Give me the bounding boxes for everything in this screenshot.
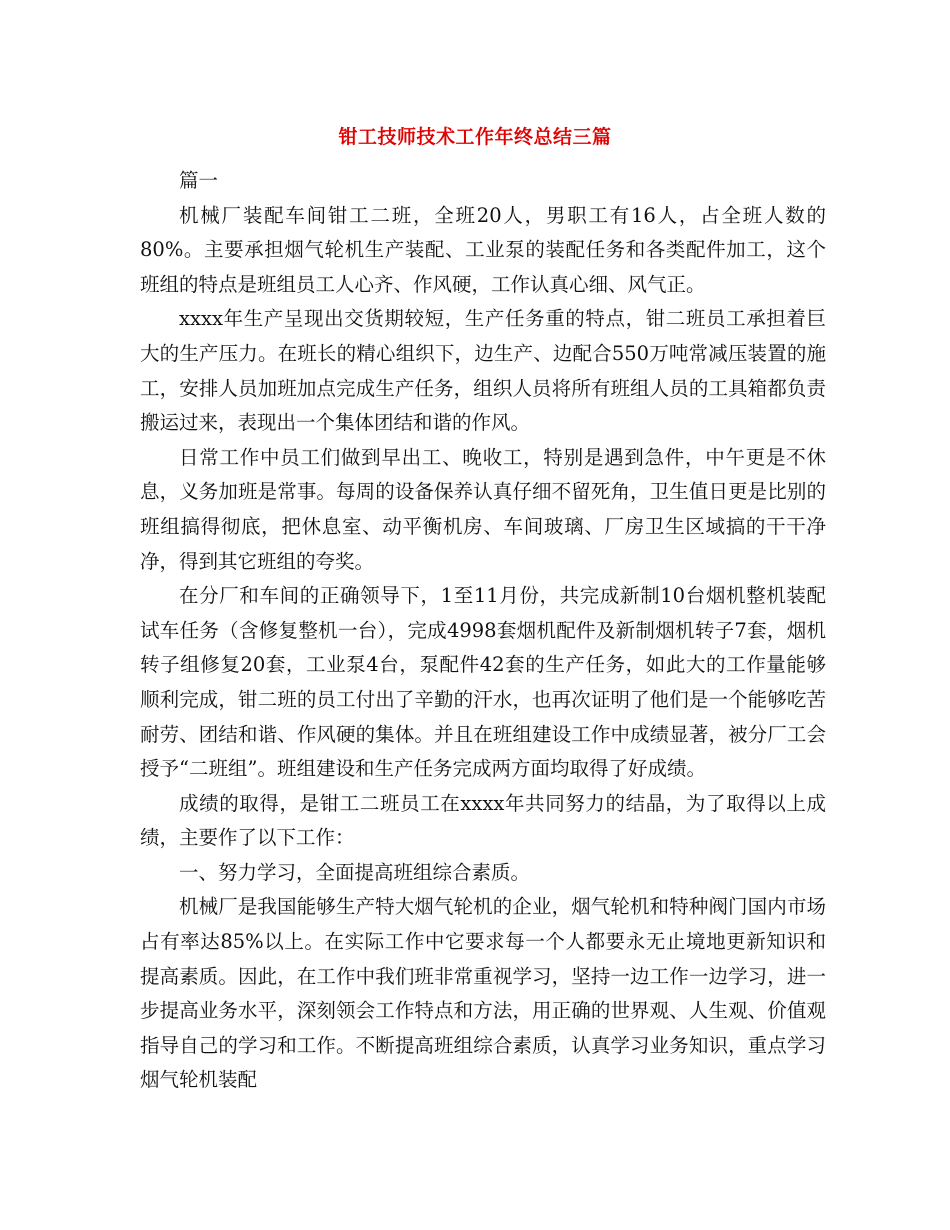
paragraph-daily-work: 日常工作中员工们做到早出工、晚收工，特别是遇到急件，中午更是不休息，义务加班是常事。每周的设备保养认真仔细不留死角，卫生值日更是比别的班组搞得彻底，把休息室、动平衡机房、车间玻璃、厂房卫生区域搞的干干净净，得到其它班组的夸奖。 — [140, 445, 826, 573]
paragraph-production-pressure: xxxx年生产呈现出交货期较短，生产任务重的特点，钳二班员工承担着巨大的生产压力。在班长的精心组织下，边生产、边配合550万吨常减压装置的施工，安排人员加班加点完成生产任务，组织人员将所有班组人员的工具箱都负责搬运过来，表现出一个集体团结和谐的作风。 — [140, 307, 826, 435]
document-title: 钳工技师技术工作年终总结三篇 — [338, 126, 612, 148]
document-body — [140, 164, 826, 1098]
subheading-study: 一、努力学习，全面提高班组综合素质。 — [179, 860, 531, 884]
section-heading-part-one: 篇一 — [179, 169, 219, 192]
paragraph-summary-intro: 成绩的取得，是钳工二班员工在xxxx年共同努力的结晶，为了取得以上成绩，主要作了以下工作： — [140, 791, 826, 850]
paragraph-study-details: 机械厂是我国能够生产特大烟气轮机的企业，烟气轮机和特种阀门国内市场占有率达85%以上。在实际工作中它要求每一个人都要永无止境地更新知识和提高素质。因此，在工作中我们班非常重视学习，坚持一边工作一边学习，进一步提高业务水平，深刻领会工作特点和方法，用正确的世界观、人生观、价值观指导自己的学习和工作。不断提高班组综合素质，认真学习业务知识，重点学习烟气轮机装配 — [140, 895, 826, 1092]
paragraph-team-overview: 机械厂装配车间钳工二班，全班20人，男职工有16人，占全班人数的80%。主要承担烟气轮机生产装配、工业泵的装配任务和各类配件加工，这个班组的特点是班组员工人心齐、作风硬，工作认真心细、风气正。 — [140, 203, 826, 296]
paragraph-achievements: 在分厂和车间的正确领导下，1至11月份，共完成新制10台烟机整机装配试车任务（含修复整机一台），完成4998套烟机配件及新制烟机转子7套，烟机转子组修复20套，工业泵4台，泵配件42套的生产任务，如此大的工作量能够顺利完成，钳二班的员工付出了辛勤的汗水，也再次证明了他们是一个能够吃苦耐劳、团结和谐、作风硬的集体。并且在班组建设工作中成绩显著，被分厂工会授予“二班组”。班组建设和生产任务完成两方面均取得了好成绩。 — [140, 584, 826, 781]
